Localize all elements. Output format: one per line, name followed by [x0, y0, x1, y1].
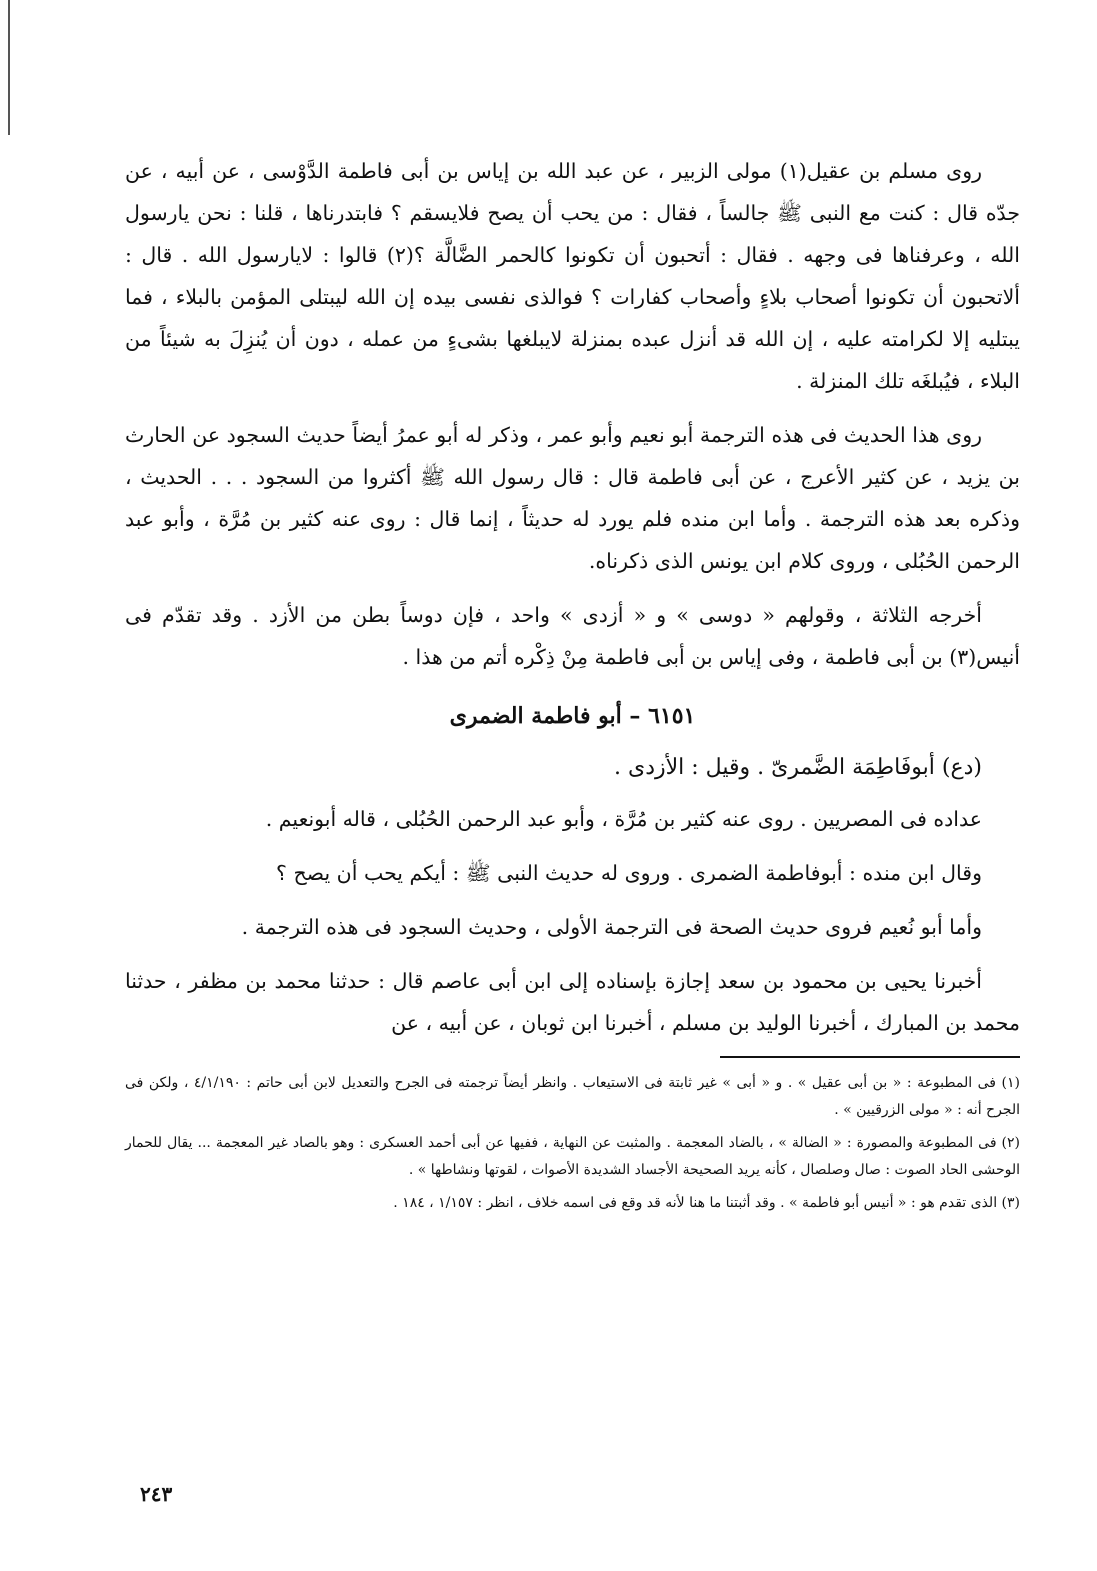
paragraph-isnad: أخبرنا يحيى بن محمود بن سعد إجازة بإسناده إلى ابن أبى عاصم قال : حدثنا محمد بن مظفر ، حدثنا محمد بن المبارك ، أخبرنا الوليد بن مسلم ، أخبرنا ابن ثوبان ، عن أبيه ، عن [125, 969, 1020, 1035]
footnote-1: (١) فى المطبوعة : « بن أبى عقيل » . و « أبى » غير ثابتة فى الاستيعاب . وانظر أيضاً ترجمته فى الجرح والتعديل لابن أبى حاتم : ٤/١/١٩٠ ، ولكن فى الجرح أنه : « مولى الزرقيين » . [125, 1075, 1020, 1118]
paragraph-ibn-mandah: وقال ابن منده : أبوفاطمة الضمرى . وروى له حديث النبى ﷺ : أيكم يحب أن يصح ؟ [276, 861, 982, 885]
paragraph-narrators: روى هذا الحديث فى هذه الترجمة أبو نعيم وأبو عمر ، وذكر له أبو عمرُ أيضاً حديث السجود عن الحارث بن يزيد ، عن كثير الأعرج ، عن أبى فاطمة قال : قال رسول الله ﷺ أكثروا من السجود . . . الحديث ، وذكره بعد هذه الترجمة . وأما ابن منده فلم يورد له حديثاً ، إنما قال : روى عنه كثير بن مُرَّة ، وأبو عبد الرحمن الحُبُلى ، وروى كلام ابن يونس الذى ذكرناه. [125, 423, 1020, 573]
footnote-2: (٢) فى المطبوعة والمصورة : « الضالة » ، بالضاد المعجمة . والمثبت عن النهاية ، ففيها عن أبى أحمد العسكرى : وهو بالصاد غير المعجمة ... يقال للحمار الوحشى الحاد الصوت : صال وصلصال ، كأنه يريد الصحيحة الأجساد الشديدة الأصوات ، لقوتها ونشاطها » . [125, 1135, 1020, 1178]
section-heading: ٦١٥١ – أبو فاطمة الضمرى [449, 703, 696, 729]
page-body [125, 150, 1020, 1223]
paragraph-sources: أخرجه الثلاثة ، وقولهم « دوسى » و « أزدى » واحد ، فإن دوساً بطن من الأزد . وقد تقدّم فى أنيس(٣) بن أبى فاطمة ، وفى إياس بن أبى فاطمة مِنْ ذِكْره أتم من هذا . [125, 603, 1020, 669]
footnote-3: (٣) الذى تقدم هو : « أنيس أبو فاطمة » . وقد أثبتنا ما هنا لأنه قد وقع فى اسمه خلاف ، انظر : ١/١٥٧ ، ١٨٤ . [393, 1195, 1020, 1211]
footnote-divider [720, 1056, 1020, 1058]
paragraph-hadith: روى مسلم بن عقيل(١) مولى الزبير ، عن عبد الله بن إياس بن أبى فاطمة الدَّوْسى ، عن أبيه ، عن جدّه قال : كنت مع النبى ﷺ جالساً ، فقال : من يحب أن يصح فلايسقم ؟ فابتدرناها ، قلنا : نحن يارسول الله ، وعرفناها فى وجهه . فقال : أتحبون أن تكونوا كالحمر الضَّالَّة ؟(٢) قالوا : لايارسول الله . قال : ألاتحبون أن تكونوا أصحاب بلاءٍ وأصحاب كفارات ؟ فوالذى نفسى بيده إن الله ليبتلى المؤمن بالبلاء ، فما يبتليه إلا لكرامته عليه ، إن الله قد أنزل عبده بمنزلة لايبلغها بشىءٍ من عمله ، دون أن يُنزِلَ به شيئاً من البلاء ، فيُبلغَه تلك المنزلة . [125, 159, 1020, 393]
paragraph-abu-nuaym: وأما أبو نُعيم فروى حديث الصحة فى الترجمة الأولى ، وحديث السجود فى هذه الترجمة . [241, 915, 982, 939]
entry-heading: (دع) أبوفَاطِمَة الضَّمرىّ . وقيل : الأزدى . [614, 755, 982, 780]
page-number: ٢٤٣ [140, 1482, 173, 1506]
paragraph-residence: عداده فى المصريين . روى عنه كثير بن مُرَّة ، وأبو عبد الرحمن الحُبُلى ، قاله أبونعيم . [265, 807, 982, 831]
scan-edge-line [8, 0, 10, 135]
